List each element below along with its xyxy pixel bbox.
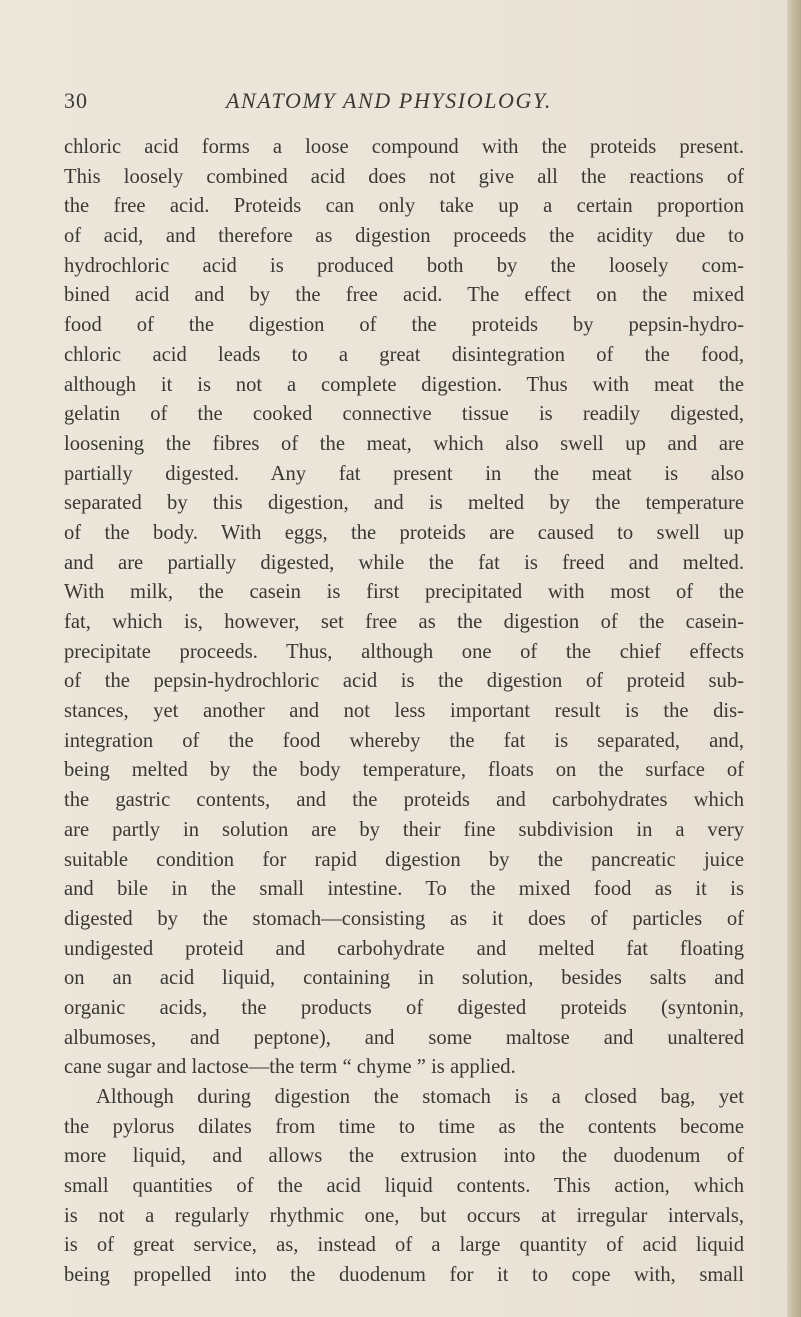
text-line: and bile in the small intestine. To the mixed food as it is bbox=[64, 878, 744, 901]
text-line: With milk, the casein is first precipitated with most of the bbox=[64, 581, 744, 604]
text-line: suitable condition for rapid digestion by the pancreatic juice bbox=[64, 848, 744, 871]
text-line: hydrochloric acid is produced both by the loosely com- bbox=[64, 254, 744, 277]
page-header bbox=[64, 86, 744, 116]
page-edge-shadow bbox=[787, 0, 801, 1317]
text-line: the free acid. Proteids can only take up a certain proportion bbox=[64, 195, 744, 218]
text-line: are partly in solution are by their fine subdivision in a very bbox=[64, 818, 744, 841]
page-number: 30 bbox=[64, 88, 88, 113]
text-line: small quantities of the acid liquid contents. This action, which bbox=[64, 1175, 744, 1198]
text-line: precipitate proceeds. Thus, although one of the chief effects bbox=[64, 640, 744, 663]
text-line: separated by this digestion, and is melted by the temperature bbox=[64, 492, 744, 515]
text-line: being melted by the body temperature, floats on the surface of bbox=[64, 759, 744, 782]
text-line: partially digested. Any fat present in the meat is also bbox=[64, 462, 744, 485]
text-line: is not a regularly rhythmic one, but occurs at irregular intervals, bbox=[64, 1204, 744, 1227]
text-line: undigested proteid and carbohydrate and melted fat floating bbox=[64, 937, 744, 960]
text-line: stances, yet another and not less important result is the dis- bbox=[64, 700, 744, 723]
text-line: the gastric contents, and the proteids and carbohydrates which bbox=[64, 789, 744, 812]
text-line: loosening the fibres of the meat, which also swell up and are bbox=[64, 432, 744, 455]
text-line: organic acids, the products of digested proteids (syntonin, bbox=[64, 996, 744, 1019]
text-line: food of the digestion of the proteids by pepsin-hydro- bbox=[64, 314, 744, 337]
text-line: of acid, and therefore as digestion proceeds the acidity due to bbox=[64, 225, 744, 248]
text-line: although it is not a complete digestion. Thus with meat the bbox=[64, 373, 744, 396]
text-line: integration of the food whereby the fat is separated, and, bbox=[64, 729, 744, 752]
text-line: being propelled into the duodenum for it to cope with, small bbox=[64, 1264, 744, 1287]
text-line: This loosely combined acid does not give all the reactions of bbox=[64, 165, 744, 188]
body-text bbox=[64, 133, 744, 1291]
text-line: gelatin of the cooked connective tissue is readily digested, bbox=[64, 403, 744, 426]
text-line: is of great service, as, instead of a large quantity of acid liquid bbox=[64, 1234, 744, 1257]
running-head: ANATOMY AND PHYSIOLOGY. bbox=[226, 88, 552, 113]
paragraph-start-line: Although during digestion the stomach is a closed bag, yet bbox=[96, 1086, 744, 1108]
text-line: the pylorus dilates from time to time as the contents become bbox=[64, 1115, 744, 1138]
text-line: bined acid and by the free acid. The effect on the mixed bbox=[64, 284, 744, 307]
text-line: of the pepsin-hydrochloric acid is the digestion of proteid sub- bbox=[64, 670, 744, 693]
text-line: more liquid, and allows the extrusion into the duodenum of bbox=[64, 1145, 744, 1168]
text-line: on an acid liquid, containing in solution, besides salts and bbox=[64, 967, 744, 990]
paragraph-end-line: cane sugar and lactose—the term “ chyme ” is applied. bbox=[64, 1056, 516, 1079]
text-line: and are partially digested, while the fat is freed and melted. bbox=[64, 551, 744, 574]
text-line: fat, which is, however, set free as the digestion of the casein- bbox=[64, 611, 744, 633]
text-line: albumoses, and peptone), and some maltose and unaltered bbox=[64, 1026, 744, 1049]
text-line: chloric acid forms a loose compound with the proteids present. bbox=[64, 136, 744, 158]
text-line: of the body. With eggs, the proteids are caused to swell up bbox=[64, 521, 744, 544]
text-line: digested by the stomach—consisting as it does of particles of bbox=[64, 907, 744, 930]
text-line: chloric acid leads to a great disintegration of the food, bbox=[64, 343, 744, 366]
